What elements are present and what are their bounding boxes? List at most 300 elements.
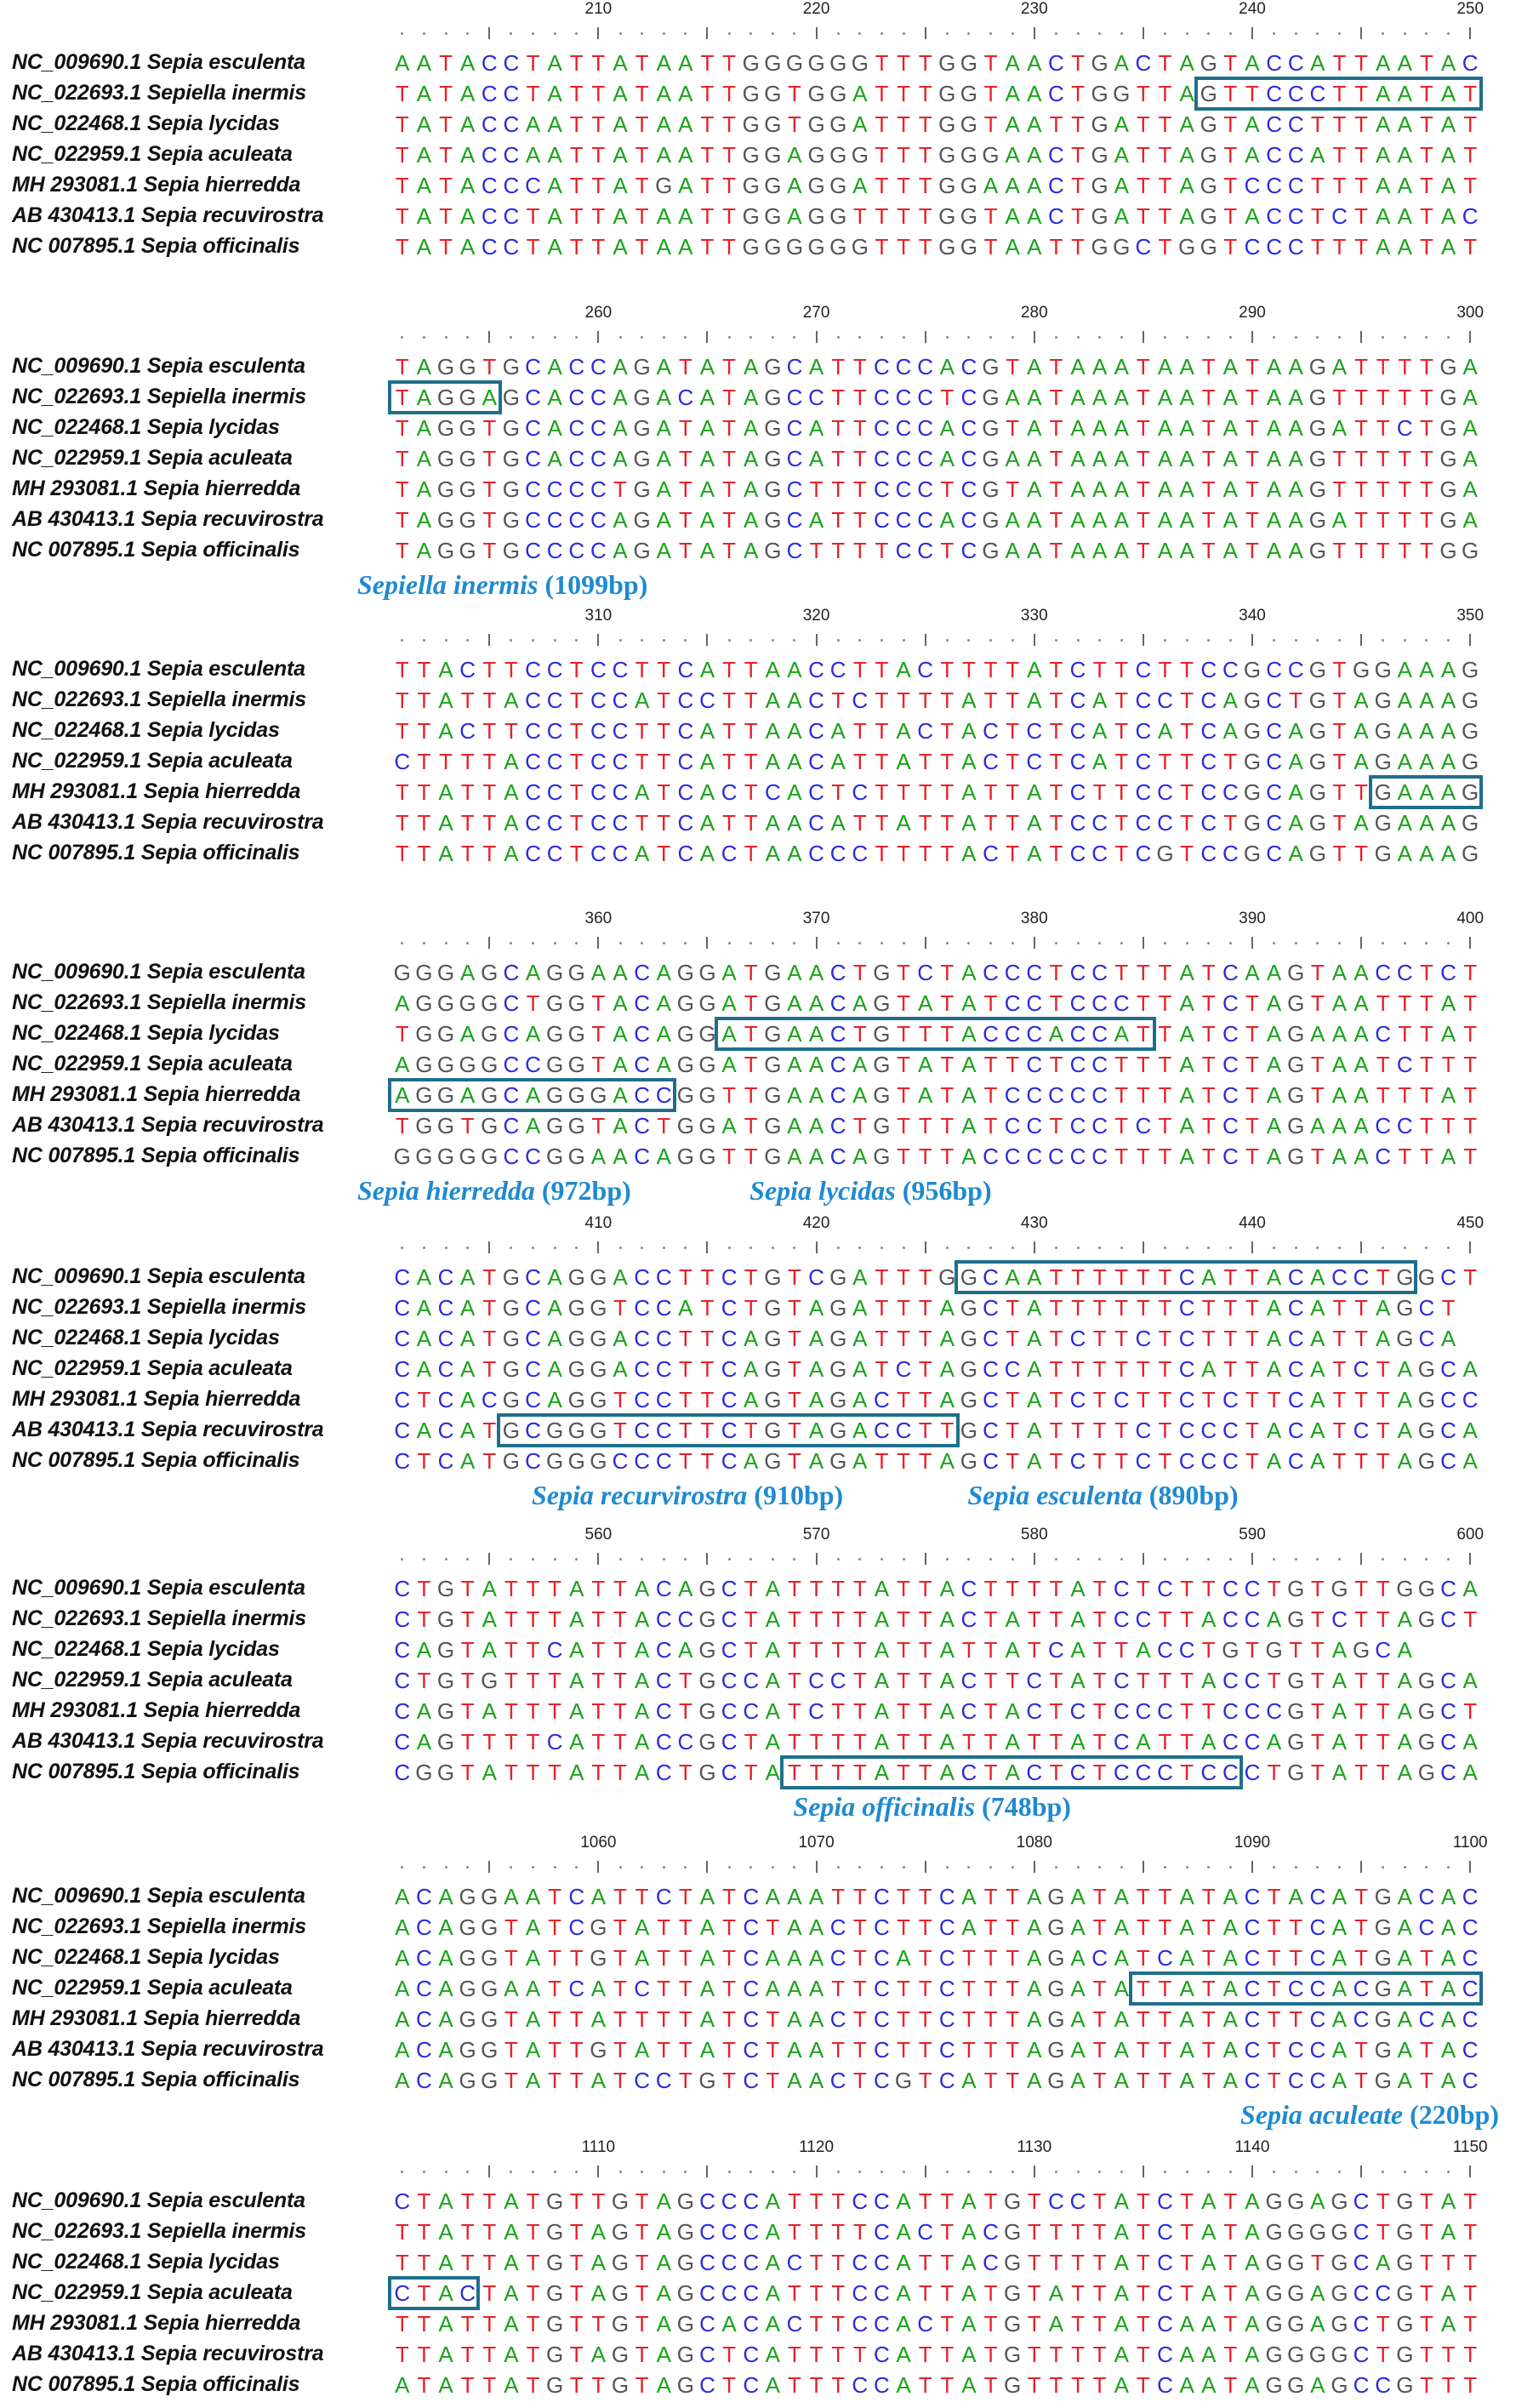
base: A	[808, 1945, 824, 1971]
base: G	[982, 415, 1000, 441]
base: C	[1157, 688, 1173, 713]
base: G	[1396, 2219, 1414, 2245]
base: C	[590, 841, 607, 866]
ruler-dot	[684, 942, 687, 944]
base: T	[831, 446, 846, 471]
base: T	[482, 354, 497, 379]
base: A	[699, 476, 715, 502]
base: T	[766, 1914, 780, 1940]
base: T	[548, 1976, 562, 2001]
base: A	[525, 142, 541, 168]
base: G	[436, 446, 455, 471]
base: C	[590, 354, 607, 379]
base: A	[1222, 385, 1239, 410]
base: C	[655, 1760, 672, 1785]
base: C	[1200, 749, 1217, 774]
base: T	[569, 173, 584, 198]
base: A	[699, 841, 715, 866]
base: C	[699, 2342, 715, 2367]
base: T	[395, 1113, 409, 1138]
base: G	[567, 1295, 585, 1321]
base: G	[873, 960, 891, 985]
base: T	[635, 203, 649, 229]
base: A	[590, 2068, 607, 2093]
base: T	[700, 1356, 715, 1382]
position-ruler	[0, 0, 1533, 51]
base: G	[1374, 2037, 1392, 2063]
base: C	[960, 476, 977, 502]
base: T	[1463, 173, 1478, 198]
base: T	[983, 203, 998, 229]
ruler-dot	[684, 639, 687, 642]
base: A	[721, 1052, 737, 1077]
ruler-tick	[925, 937, 926, 949]
base: T	[548, 2006, 562, 2032]
base: A	[1462, 415, 1478, 441]
base: T	[1071, 50, 1085, 76]
base: C	[1048, 1144, 1064, 1169]
ruler-tick-label: 290	[1239, 304, 1266, 322]
base: C	[394, 1668, 411, 1693]
base: A	[939, 446, 955, 471]
ruler-dot	[837, 1558, 840, 1561]
base: G	[1417, 1729, 1436, 1755]
base: G	[459, 476, 476, 502]
base: G	[1287, 1729, 1305, 1755]
base: T	[548, 2068, 562, 2093]
base: T	[897, 1052, 910, 1077]
base: G	[829, 1295, 847, 1321]
base: A	[1027, 1295, 1042, 1321]
base: A	[1310, 2280, 1325, 2306]
base: T	[1419, 354, 1433, 379]
ruler-dot	[1316, 2171, 1319, 2173]
ruler-dot	[880, 1247, 883, 1249]
ruler-dot	[1098, 1247, 1101, 1249]
base: A	[1331, 1113, 1348, 1138]
base: C	[1375, 1021, 1392, 1047]
base: C	[1069, 990, 1086, 1016]
base: T	[1158, 1295, 1172, 1321]
base: T	[1114, 1356, 1129, 1382]
base: C	[394, 1387, 411, 1412]
base: G	[1308, 507, 1326, 533]
base: C	[1287, 1976, 1304, 2001]
base: G	[1417, 1356, 1436, 1382]
base: T	[852, 2342, 867, 2367]
base: G	[982, 507, 1000, 533]
sequence-row	[0, 2247, 1533, 2278]
base: T	[504, 1698, 518, 1724]
base: G	[1287, 990, 1305, 1016]
base: G	[481, 1668, 499, 1693]
base: T	[831, 1729, 846, 1755]
ruler-dot	[1447, 1558, 1450, 1561]
base: G	[1352, 1637, 1371, 1663]
base: G	[1374, 1914, 1392, 1940]
base: G	[960, 1418, 978, 1443]
base: A	[1266, 1729, 1282, 1755]
sequence-row	[0, 777, 1533, 807]
base: T	[1049, 657, 1063, 682]
base: A	[1266, 385, 1282, 410]
base: T	[852, 2219, 867, 2245]
ruler-dot	[510, 336, 512, 339]
base: A	[939, 1295, 955, 1321]
base: C	[459, 657, 476, 682]
species-label: MH 293081.1 Sepia hierredda	[12, 476, 301, 500]
species-label: NC 007895.1 Sepia officinalis	[12, 234, 300, 258]
base: G	[502, 476, 520, 502]
base: C	[786, 385, 803, 410]
base: T	[1049, 749, 1063, 774]
base: G	[590, 1082, 607, 1108]
base: A	[1070, 354, 1086, 379]
base: C	[655, 1295, 672, 1321]
base: T	[1006, 1945, 1020, 1971]
ruler-dot	[989, 1558, 992, 1561]
base: A	[1114, 1976, 1129, 2001]
base: T	[744, 1021, 758, 1047]
base: C	[525, 1326, 541, 1351]
base: C	[1004, 1356, 1021, 1382]
base: A	[416, 1326, 432, 1351]
base: A	[1157, 446, 1173, 471]
base: T	[1071, 111, 1085, 137]
ruler-dot	[1229, 336, 1232, 339]
base: A	[1376, 203, 1391, 229]
base: A	[416, 203, 432, 229]
base: A	[1201, 2311, 1217, 2337]
ruler-dot	[749, 942, 752, 944]
base: G	[436, 1082, 455, 1108]
base: T	[918, 1021, 932, 1047]
base: A	[1179, 111, 1194, 137]
base: G	[1004, 2280, 1022, 2306]
base: A	[395, 1082, 410, 1108]
base: A	[808, 1326, 824, 1351]
base: C	[874, 2068, 890, 2093]
base: C	[895, 415, 912, 441]
base: A	[1266, 1418, 1282, 1443]
base: G	[590, 1418, 607, 1443]
base: G	[590, 2037, 607, 2063]
base: C	[459, 718, 476, 744]
base: T	[1245, 1387, 1259, 1412]
base: T	[1136, 1356, 1150, 1382]
base: T	[940, 688, 955, 713]
base: T	[1376, 354, 1390, 379]
base: C	[1200, 841, 1217, 866]
ruler-tick-label: 560	[584, 1526, 613, 1544]
base: T	[417, 1387, 431, 1412]
base: C	[1091, 990, 1108, 1016]
base: T	[809, 2188, 823, 2214]
base: T	[875, 203, 889, 229]
caption-species: Sepia aculeate	[1240, 2099, 1404, 2130]
base: T	[591, 2311, 606, 2337]
base: T	[635, 2342, 649, 2367]
base: C	[1200, 688, 1217, 713]
base: T	[1310, 1668, 1325, 1693]
base: T	[1463, 2311, 1478, 2337]
ruler-dot	[749, 336, 752, 339]
primer-highlight-box	[955, 1260, 1417, 1294]
ruler-dot	[1316, 942, 1319, 944]
base: T	[678, 1945, 692, 1971]
base: G	[1417, 1448, 1436, 1474]
base: T	[1027, 1729, 1041, 1755]
base: C	[1266, 779, 1282, 805]
base: A	[1114, 50, 1129, 76]
base: A	[1462, 1668, 1478, 1693]
base: T	[526, 2311, 540, 2337]
base: C	[743, 2006, 760, 2032]
base: A	[699, 446, 715, 471]
base: G	[1308, 415, 1326, 441]
base: T	[831, 2037, 846, 2063]
base: A	[1397, 1884, 1412, 1909]
base: T	[918, 203, 932, 229]
base: T	[1245, 1356, 1259, 1382]
ruler-dot	[1120, 336, 1123, 339]
base: A	[547, 173, 562, 198]
base: A	[613, 234, 628, 260]
base: C	[1135, 1448, 1152, 1474]
base: T	[831, 1576, 846, 1601]
base: T	[875, 810, 889, 836]
base: G	[698, 1021, 716, 1047]
ruler-dot	[1098, 639, 1101, 642]
base: A	[1376, 1295, 1391, 1321]
base: A	[1397, 749, 1412, 774]
base: A	[1440, 2037, 1456, 2063]
base: A	[699, 385, 715, 410]
ruler-dot	[989, 32, 992, 35]
base: G	[1156, 841, 1174, 866]
base: A	[939, 1729, 955, 1755]
base: T	[635, 2006, 649, 2032]
base: T	[918, 1668, 932, 1693]
base: C	[525, 173, 541, 198]
base: C	[1222, 1698, 1239, 1724]
base: C	[394, 1264, 411, 1290]
base: A	[634, 1729, 650, 1755]
species-label: NC_009690.1 Sepia esculenta	[12, 1576, 305, 1600]
base: A	[1091, 446, 1108, 471]
ruler-tick-label: 410	[584, 1214, 613, 1232]
base: A	[1005, 234, 1020, 260]
base: C	[721, 1729, 738, 1755]
base: T	[722, 2372, 737, 2398]
base: G	[1177, 234, 1196, 260]
base: C	[917, 507, 934, 533]
ruler-dot	[445, 1558, 447, 1561]
base: T	[1354, 203, 1368, 229]
base: T	[1071, 234, 1085, 260]
base: C	[1287, 142, 1304, 168]
base: A	[1353, 718, 1369, 744]
base: C	[786, 538, 803, 563]
base: T	[569, 2219, 584, 2245]
base: G	[436, 1698, 455, 1724]
base: C	[874, 1387, 890, 1412]
base: T	[504, 1914, 518, 1940]
base: T	[1310, 1144, 1325, 1169]
base: G	[1374, 779, 1392, 805]
base: G	[611, 2250, 630, 2275]
base: T	[504, 2068, 518, 2093]
base: C	[938, 2037, 955, 2063]
base: T	[983, 1945, 998, 1971]
base: A	[504, 841, 519, 866]
ruler-tick	[1034, 1241, 1035, 1253]
base: T	[831, 1606, 846, 1632]
base: C	[394, 1326, 411, 1351]
base: A	[1091, 354, 1108, 379]
base: T	[940, 538, 955, 563]
base: C	[699, 688, 715, 713]
base: T	[1441, 2372, 1456, 2398]
base: A	[1201, 1729, 1217, 1755]
base: T	[1463, 990, 1478, 1016]
base: A	[1091, 538, 1108, 563]
base: C	[1135, 841, 1152, 866]
ruler-dot	[793, 1558, 795, 1561]
base: T	[722, 810, 737, 836]
base: T	[1223, 111, 1238, 137]
base: T	[417, 1448, 431, 1474]
base: A	[852, 1326, 868, 1351]
base: C	[808, 1668, 824, 1693]
base: A	[1440, 688, 1456, 713]
base: C	[829, 841, 846, 866]
base: T	[1463, 2342, 1478, 2367]
base: T	[831, 415, 846, 441]
sequence-row	[0, 2034, 1533, 2065]
species-label: NC_022959.1 Sepia aculeata	[12, 1052, 293, 1076]
base: T	[526, 1729, 540, 1755]
ruler-tick	[1251, 331, 1253, 343]
ruler-dot	[793, 336, 795, 339]
base: T	[744, 841, 758, 866]
base: T	[852, 415, 867, 441]
base: T	[918, 1356, 932, 1382]
base: A	[1331, 1144, 1348, 1169]
ruler-dot	[728, 2171, 731, 2173]
ruler-dot	[903, 336, 905, 339]
base: G	[1417, 1576, 1436, 1601]
base: A	[1027, 354, 1042, 379]
base: T	[1310, 1576, 1325, 1601]
base: T	[395, 1021, 409, 1047]
base: A	[1091, 507, 1108, 533]
base: T	[1114, 810, 1129, 836]
base: C	[1069, 1326, 1086, 1351]
base: C	[743, 2342, 760, 2367]
base: C	[1135, 234, 1152, 260]
base: T	[1354, 1914, 1368, 1940]
ruler-dot	[1077, 336, 1080, 339]
base: C	[437, 1418, 454, 1443]
base: T	[897, 1698, 910, 1724]
base: A	[678, 111, 693, 137]
base: G	[1200, 234, 1217, 260]
base: T	[635, 2219, 649, 2245]
base: C	[874, 2188, 890, 2214]
base: T	[417, 2372, 431, 2398]
base: A	[1179, 990, 1194, 1016]
base: T	[1245, 990, 1259, 1016]
base: A	[1266, 354, 1282, 379]
base: A	[547, 142, 562, 168]
sequence-row	[0, 1635, 1533, 1665]
caption-length: (220bp)	[1403, 2099, 1499, 2130]
base: C	[1091, 1082, 1108, 1108]
base: T	[417, 841, 431, 866]
base: A	[1091, 476, 1108, 502]
base: A	[590, 960, 607, 985]
base: T	[1136, 2068, 1150, 2093]
ruler-dot	[401, 942, 403, 944]
base: T	[875, 841, 889, 866]
base: T	[1027, 2250, 1041, 2275]
base: G	[873, 1144, 891, 1169]
base: G	[590, 1387, 607, 1412]
base: T	[1201, 1021, 1216, 1047]
base: G	[764, 111, 782, 137]
base: T	[1027, 1576, 1041, 1601]
base: A	[1027, 538, 1042, 563]
ruler-tick	[706, 634, 708, 646]
base: A	[459, 1082, 476, 1108]
ruler-dot	[1273, 336, 1275, 339]
base: A	[613, 1021, 628, 1047]
caption-length: (748bp)	[975, 1791, 1071, 1822]
base: T	[1049, 1448, 1063, 1474]
base: T	[591, 1668, 606, 1693]
base: G	[1417, 1264, 1436, 1290]
base: T	[983, 990, 998, 1016]
base: C	[1266, 111, 1282, 137]
base: G	[1417, 1760, 1436, 1785]
base: G	[1047, 2037, 1065, 2063]
base: A	[1179, 1082, 1194, 1108]
base: A	[852, 1264, 868, 1290]
ruler-tick	[1469, 937, 1471, 949]
base: A	[656, 415, 671, 441]
base: T	[1398, 1144, 1412, 1169]
base: C	[721, 779, 738, 805]
base: G	[764, 990, 782, 1016]
base: C	[983, 1021, 999, 1047]
base: G	[459, 538, 476, 563]
base: T	[1136, 1914, 1150, 1940]
base: A	[416, 1264, 432, 1290]
base: A	[1397, 111, 1412, 137]
base: A	[1288, 841, 1303, 866]
base: T	[1376, 2342, 1390, 2367]
base: G	[590, 1295, 607, 1321]
base: A	[1288, 538, 1303, 563]
base: A	[808, 415, 824, 441]
base: A	[1222, 354, 1239, 379]
base: T	[613, 1295, 627, 1321]
base: T	[1071, 2372, 1085, 2398]
base: T	[918, 1976, 932, 2001]
base: T	[940, 1418, 955, 1443]
base: T	[613, 1760, 627, 1785]
